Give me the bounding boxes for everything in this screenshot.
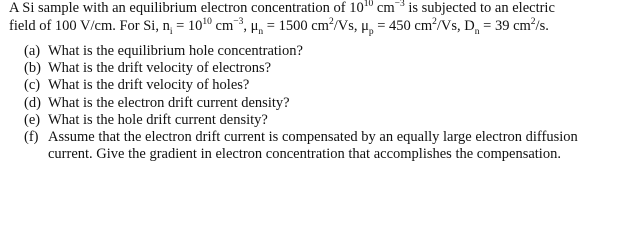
subscript: n: [474, 26, 480, 37]
intro-text: , μ: [243, 17, 259, 34]
intro-text: cm: [373, 0, 395, 16]
intro-text: = 10: [172, 17, 203, 34]
problem-intro: [9, 0, 621, 35]
exponent: 2: [432, 16, 437, 27]
question-text: What is the drift velocity of holes?: [48, 77, 250, 94]
question-text: What is the equilibrium hole concentration?: [48, 43, 303, 59]
intro-text: /Vs, D: [436, 17, 475, 34]
question-item: [24, 60, 614, 77]
exponent: 2: [328, 16, 334, 27]
question-item: [24, 77, 614, 94]
exponent: 10: [363, 0, 374, 10]
question-item: [24, 112, 614, 129]
intro-text: /Vs, μ: [333, 17, 369, 34]
question-label: (e): [24, 111, 41, 128]
intro-text: is subjected to an electric: [404, 0, 555, 16]
exponent: 10: [202, 16, 212, 27]
intro-text: field of 100 V/cm. For Si, n: [9, 17, 170, 34]
exponent: −3: [394, 0, 405, 10]
intro-text: = 450 cm: [373, 17, 433, 34]
intro-text: = 1500 cm: [263, 17, 329, 34]
exponent: −3: [233, 16, 244, 27]
question-text: Assume that the electron drift current is compensated by an equally large electron diffusion current. Give the gradient in electron concentration that accomplishes the compensation.: [48, 129, 578, 163]
exponent: 2: [530, 16, 536, 27]
subscript: p: [368, 26, 374, 37]
question-label: (b): [24, 60, 41, 77]
question-text: What is the hole drift current density?: [48, 111, 268, 128]
question-item: [24, 43, 614, 60]
problem-statement: [9, 0, 621, 163]
intro-text: cm: [211, 17, 234, 34]
subscript: n: [258, 26, 264, 37]
intro-text: A Si sample with an equilibrium electron concentration of 10: [9, 0, 364, 16]
question-label: (a): [24, 43, 41, 59]
question-label: (d): [24, 94, 41, 111]
intro-text: = 39 cm: [479, 17, 531, 34]
question-label: (c): [24, 77, 41, 94]
question-item: [24, 129, 614, 163]
question-list: [24, 43, 614, 163]
question-label: (f): [24, 129, 39, 146]
intro-text: /s.: [535, 17, 549, 34]
question-text: What is the drift velocity of electrons?: [48, 60, 272, 77]
subscript: i: [169, 26, 173, 37]
question-text: What is the electron drift current density?: [48, 94, 290, 111]
question-item: [24, 95, 614, 112]
